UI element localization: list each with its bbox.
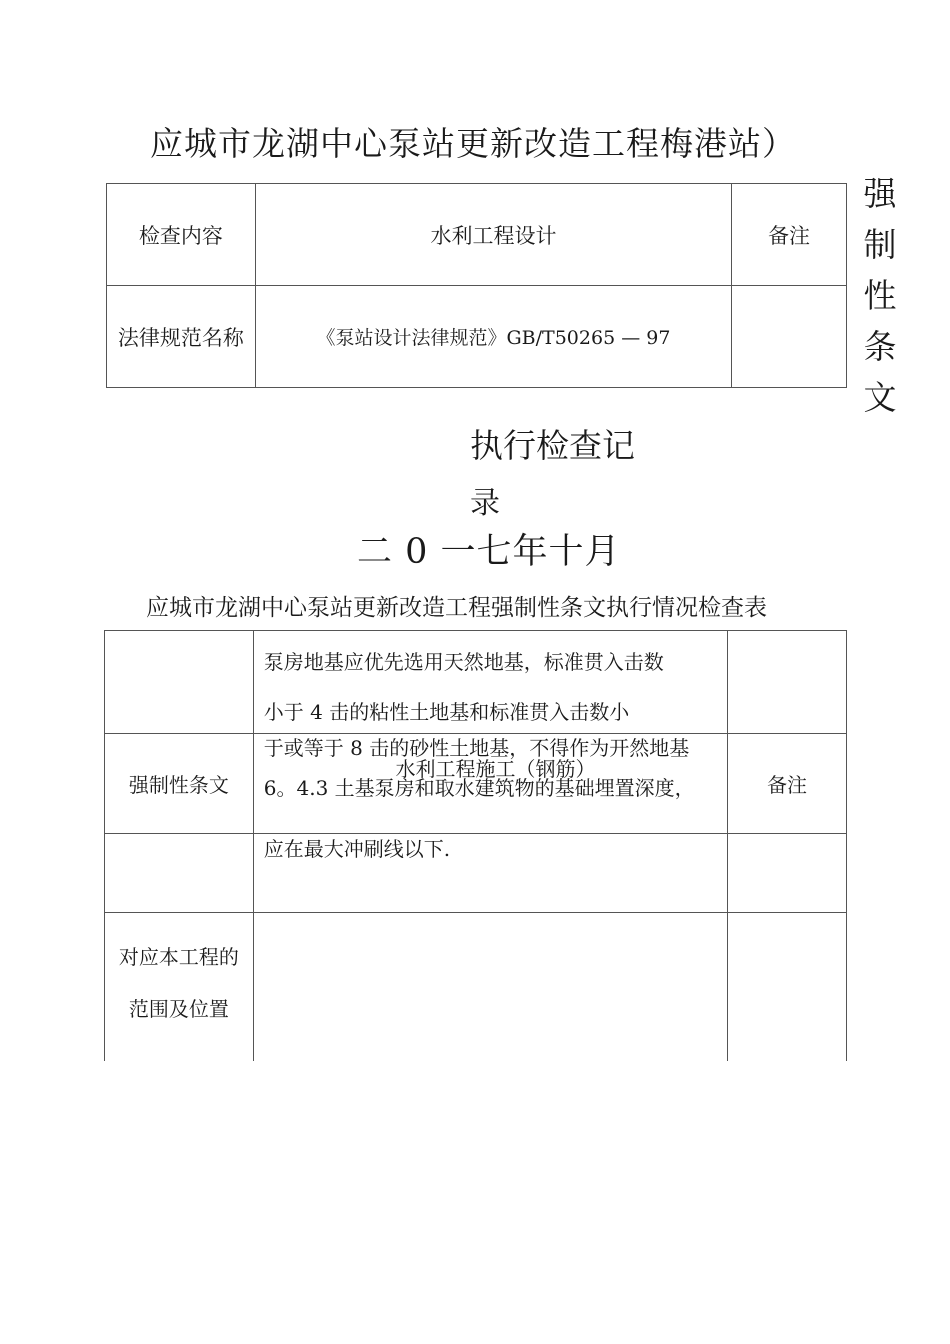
scope-label-line: 对应本工程的 [118,945,239,969]
table-row [107,286,847,388]
table-row [105,834,847,913]
clause-line: 6。4.3 土基泵房和取水建筑物的基础埋置深度， [263,776,695,800]
record-title-line1: 执行检查记 [470,426,635,465]
clause-label: 强制性条文 [105,734,254,834]
document-title: 应城市龙湖中心泵站更新改造工程梅港站） [150,124,796,163]
clause-line: 于或等于 8 击的砂性土地基，不得作为开然地基 [263,736,690,760]
vertical-char: 条 [863,327,897,366]
note-cell: 备注 [728,734,847,834]
note-header: 备注 [732,184,847,286]
empty-cell [105,631,254,734]
clause-text-cell [253,734,727,834]
vertical-char: 强 [863,174,897,213]
regulation-name-label: 法律规范名称 [107,286,256,388]
empty-cell [105,834,254,913]
clause-line: 小于 4 击的粘性土地基和标准贯入击数小 [263,700,630,724]
clause-text-cell [253,631,727,734]
empty-cell [728,834,847,913]
clause-text-cell [253,834,727,913]
scope-label-cell [105,913,254,1061]
regulation-note-cell [732,286,847,388]
scope-label-line: 范围及位置 [128,997,229,1021]
info-table [106,183,847,388]
scope-value-cell [253,913,727,1061]
clause-line: 应在最大冲刷线以下. [263,837,451,861]
empty-cell [728,913,847,1061]
table-row [105,913,847,1061]
check-content-label: 检查内容 [107,184,256,286]
check-table [104,630,847,1061]
record-title-line2: 录 [470,486,500,521]
vertical-char: 性 [863,276,897,315]
vertical-char: 制 [863,225,897,264]
clause-line: 泵房地基应优先选用天然地基，标准贯入击数 [263,650,664,674]
table-row [107,184,847,286]
empty-cell [728,631,847,734]
vertical-heading [862,168,898,423]
table-row [105,734,847,834]
check-table-title: 应城市龙湖中心泵站更新改造工程强制性条文执行情况检查表 [146,595,767,621]
record-date: 二 0 一七年十月 [357,532,621,572]
regulation-name-value: 《泵站设计法律规范》GB/T50265 — 97 [255,286,731,388]
vertical-char: 文 [863,378,897,417]
clause-line: 水利工程施工（钢筋） [395,757,596,781]
table-row [105,631,847,734]
check-content-value: 水利工程设计 [255,184,731,286]
